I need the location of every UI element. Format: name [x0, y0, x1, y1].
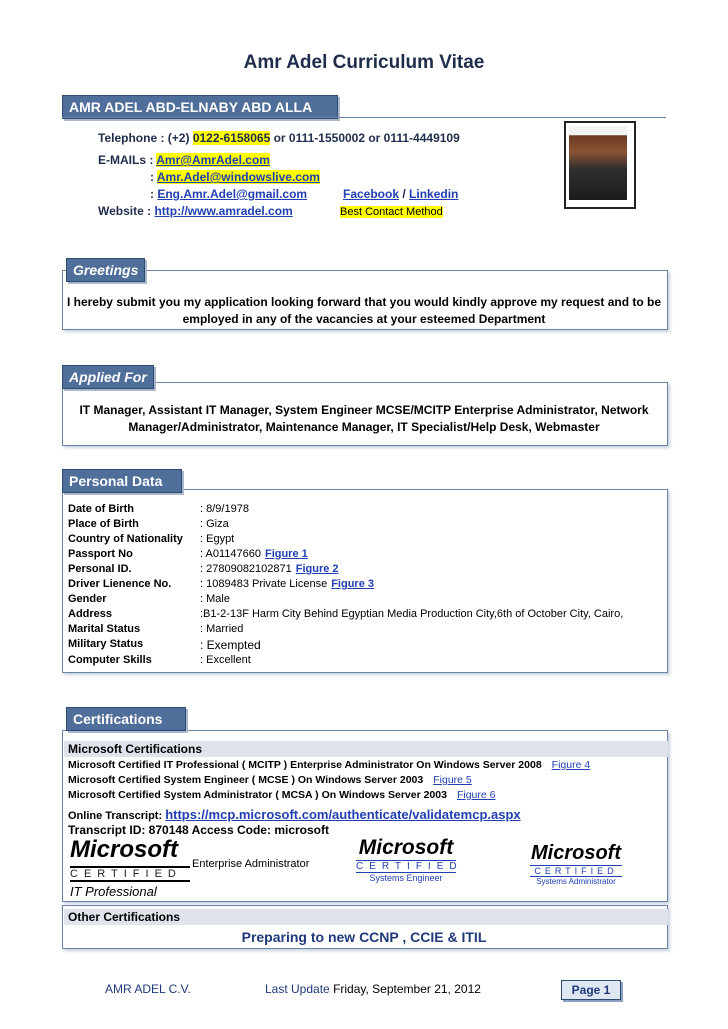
microsoft-wordmark: Microsoft: [70, 836, 178, 863]
email-link-1[interactable]: Amr@AmrAdel.com: [156, 153, 270, 167]
update-label: Last Update: [265, 982, 330, 996]
personal-data-label: Passport No: [68, 548, 133, 560]
personal-data-value: [200, 593, 230, 605]
personal-data-value-text: : Egypt: [200, 533, 235, 545]
figure-link[interactable]: Figure 1: [264, 548, 308, 560]
name-underline: [62, 117, 666, 118]
figure-link[interactable]: Figure 3: [331, 578, 374, 590]
website-link[interactable]: http://www.amradel.com: [154, 204, 293, 218]
figure-link[interactable]: Figure 2: [295, 563, 339, 575]
personal-data-label: Country of Nationality: [68, 533, 183, 545]
personal-data-label: Address: [68, 608, 113, 620]
greetings-text: I hereby submit you my application looking forward that you would kindly approve my request and to be employed in any of the vacancies at your esteemed Department: [66, 295, 662, 326]
personal-data-label: Computer Skills: [68, 654, 152, 666]
mcitp-logo: [70, 836, 190, 899]
greetings-tab: Greetings: [66, 258, 145, 282]
personal-data-label: Personal ID.: [68, 563, 132, 575]
applied-for-tab: Applied For: [62, 365, 154, 389]
figure-link[interactable]: Figure 4: [551, 759, 591, 771]
slash: /: [402, 187, 406, 201]
telephone-primary: 0122-6158065: [192, 131, 271, 145]
logo-subtitle: Systems Engineer: [369, 873, 443, 883]
certified-label: CERTIFIED: [356, 861, 463, 872]
personal-data-value-text: : 27809082102871: [200, 563, 292, 575]
personal-data-label: Marital Status: [68, 623, 141, 635]
personal-data-value-text: : Exempted: [200, 638, 261, 652]
name-header: AMR ADEL ABD-ELNABY ABD ALLA: [62, 95, 338, 119]
profile-photo: [569, 126, 627, 200]
emails-label: E-MAILs :: [98, 153, 154, 167]
figure-link[interactable]: Figure 5: [433, 774, 472, 786]
cert-line: [68, 774, 472, 786]
transcript-id: Transcript ID: 870148 Access Code: microsoft: [68, 823, 329, 837]
personal-data-value-text: :B1-2-13F Harm City Behind Egyptian Media Production City,6th of October City, Cairo,: [200, 608, 624, 620]
personal-data-value-text: : 1089483 Private License: [200, 578, 328, 590]
mcitp-track: Enterprise Administrator: [192, 858, 310, 870]
figure-link[interactable]: Figure 6: [456, 789, 496, 801]
email-line-1: [98, 153, 270, 167]
transcript-line: [68, 807, 521, 822]
ms-cert-header: Microsoft Certifications: [64, 741, 668, 757]
colon: :: [150, 187, 154, 201]
personal-data-value: [200, 654, 251, 666]
personal-data-value: [200, 638, 261, 652]
personal-data-value-text: : Excellent: [200, 654, 251, 666]
email-link-2[interactable]: Amr.Adel@windowslive.com: [156, 170, 320, 184]
cert-line: [68, 759, 590, 771]
personal-data-label: Gender: [68, 593, 107, 605]
personal-data-value-text: : 8/9/1978: [200, 503, 249, 515]
footer-update: [265, 982, 481, 996]
telephone-line: [98, 131, 460, 145]
personal-data-value: [200, 578, 374, 590]
website-label: Website :: [98, 204, 152, 218]
best-contact-label: Best Contact Method: [340, 206, 443, 218]
personal-data-value: [200, 623, 243, 635]
telephone-other: or 0111-1550002 or 0111-4449109: [273, 131, 460, 145]
email-link-3[interactable]: Eng.Amr.Adel@gmail.com: [157, 187, 308, 201]
applied-for-text: IT Manager, Assistant IT Manager, System Engineer MCSE/MCITP Enterprise Administrator, Network Manager/Administrator, Maintenance Manager, IT Specialist/Help Desk, Webmaster: [79, 403, 649, 434]
transcript-link[interactable]: https://mcp.microsoft.com/authenticate/validatemcp.aspx: [165, 807, 521, 822]
linkedin-link[interactable]: Linkedin: [409, 187, 459, 201]
personal-data-label: Date of Birth: [68, 503, 134, 515]
cert-name: Microsoft Certified IT Professional ( MCITP ) Enterprise Administrator On Windows Server 2008: [68, 759, 542, 771]
email-line-2: [150, 170, 320, 184]
mcse-logo: [356, 836, 463, 883]
personal-data-value-text: : Giza: [200, 518, 229, 530]
facebook-link[interactable]: Facebook: [343, 187, 400, 201]
cert-line: [68, 789, 496, 801]
cert-name: Microsoft Certified System Engineer ( MCSE ) On Windows Server 2003: [68, 774, 424, 786]
website-line: [98, 204, 293, 218]
personal-data-label: Driver Lienence No.: [68, 578, 172, 590]
email-line-3: [150, 187, 307, 201]
certified-label: CERTIFIED: [530, 865, 622, 877]
footer-left: AMR ADEL C.V.: [105, 982, 191, 996]
personal-data-label: Place of Birth: [68, 518, 139, 530]
page-number: Page 1: [561, 980, 621, 1000]
personal-data-value: [200, 608, 623, 620]
transcript-label: Online Transcript:: [68, 810, 163, 822]
logo-subtitle: Systems Administrator: [536, 877, 616, 886]
telephone-label: Telephone :: [98, 131, 165, 145]
other-certs-text: Preparing to new CCNP , CCIE & ITIL: [241, 929, 487, 945]
personal-data-value-text: : Male: [200, 593, 230, 605]
colon: :: [150, 170, 154, 184]
personal-data-value: [200, 518, 229, 530]
microsoft-wordmark: Microsoft: [531, 842, 621, 864]
personal-data-value: [200, 548, 308, 560]
other-certs-header: Other Certifications: [64, 909, 668, 925]
personal-data-tab: Personal Data: [62, 469, 182, 493]
personal-data-value: [200, 503, 249, 515]
certifications-tab: Certifications: [66, 707, 186, 731]
cert-name: Microsoft Certified System Administrator ( MCSA ) On Windows Server 2003: [68, 789, 447, 801]
mcsa-logo: [530, 842, 622, 886]
personal-data-label: Military Status: [68, 638, 144, 650]
logo-subtitle: IT Professional: [70, 884, 157, 899]
personal-data-value: [200, 563, 339, 575]
personal-data-value-text: : A01147660: [200, 548, 261, 560]
best-contact-note: [340, 206, 443, 218]
microsoft-wordmark: Microsoft: [358, 836, 454, 859]
telephone-prefix: (+2): [167, 131, 190, 145]
personal-data-value-text: : Married: [200, 623, 244, 635]
certified-label: CERTIFIED: [70, 866, 190, 882]
update-date: Friday, September 21, 2012: [333, 982, 481, 996]
social-links: [343, 187, 458, 201]
page-title: Amr Adel Curriculum Vitae: [243, 52, 485, 73]
personal-data-value: [200, 533, 234, 545]
